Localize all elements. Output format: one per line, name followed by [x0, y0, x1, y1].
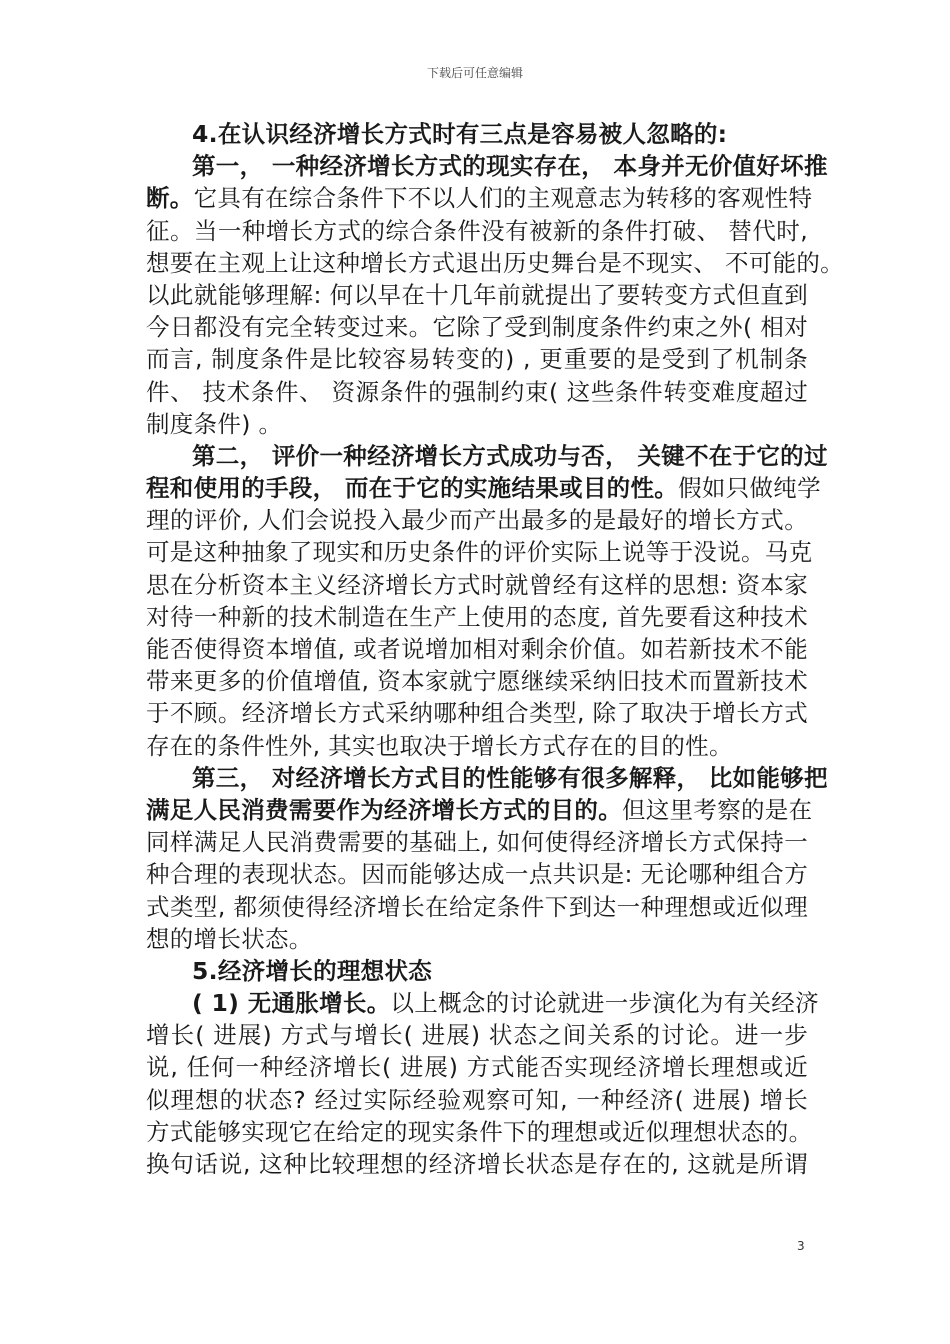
text-line — [146, 891, 808, 923]
text-line — [146, 858, 808, 890]
text-line — [146, 762, 828, 794]
text-line — [146, 1116, 813, 1148]
text-segment: 于不顾。经济增长方式采纳哪种组合类型, 除了取决于增长方式 — [146, 699, 808, 728]
bold-text-segment: ( 1) 无通胀增长。 — [192, 989, 391, 1018]
text-line — [146, 987, 819, 1019]
text-segment: 假如只做纯学 — [678, 474, 821, 503]
text-segment: 征。当一种增长方式的综合条件没有被新的条件打破、 替代时, — [146, 216, 808, 245]
text-line — [146, 215, 808, 247]
text-line — [146, 826, 808, 858]
text-line — [146, 440, 828, 472]
text-line — [146, 697, 808, 729]
text-line — [146, 569, 808, 601]
text-segment: 种合理的表现状态。因而能够达成一点共识是: 无论哪种组合方 — [146, 860, 808, 889]
text-line — [146, 1051, 808, 1083]
text-segment: 同样满足人民消费需要的基础上, 如何使得经济增长方式保持一 — [146, 828, 808, 857]
text-segment: 能否使得资本增值, 或者说增加相对剩余价值。如若新技术不能 — [146, 635, 808, 663]
text-segment: 带来更多的价值增值, 资本家就宁愿继续采纳旧技术而置新技术 — [146, 667, 808, 696]
text-line — [146, 150, 828, 182]
text-segment: 但这里考察的是在 — [622, 795, 813, 824]
text-line — [146, 182, 813, 214]
bold-text-segment: 第三， 对经济增长方式目的性能够有很多解释， 比如能够把 — [192, 763, 828, 792]
text-segment: 制度条件) 。 — [146, 409, 283, 438]
text-segment: 思在分析资本主义经济增长方式时就曾经有这样的思想: 资本家 — [146, 570, 808, 599]
text-line — [146, 408, 808, 440]
bold-text-segment: 断。 — [146, 184, 194, 213]
bold-text-segment: 5.经济增长的理想状态 — [192, 956, 433, 985]
text-line — [146, 376, 808, 408]
text-line — [146, 247, 844, 279]
text-line — [146, 923, 808, 955]
text-segment: 方式能够实现它在给定的现实条件下的理想或近似理想状态的。 — [146, 1117, 813, 1146]
text-segment: 今日都没有完全转变过来。它除了受到制度条件约束之外( 相对 — [146, 313, 808, 342]
text-segment: 而言, 制度条件是比较容易转变的) , 更重要的是受到了机制条 — [146, 345, 808, 374]
text-segment: 对待一种新的技术制造在生产上使用的态度, 首先要看这种技术 — [146, 602, 808, 631]
text-segment: 以此就能够理解: 何以早在十几年前就提出了要转变方式但直到 — [146, 280, 808, 309]
bold-text-segment: 4.在认识经济增长方式时有三点是容易被人忽略的: — [192, 120, 728, 148]
text-line — [146, 343, 808, 375]
text-segment: 想的增长状态。 — [146, 924, 313, 953]
text-line — [146, 665, 808, 697]
page-header: 下载后可任意编辑 — [426, 66, 523, 80]
text-line — [146, 279, 808, 311]
text-line — [146, 536, 813, 568]
text-line — [146, 118, 808, 150]
text-line — [146, 1084, 808, 1116]
text-segment: 理的评价, 人们会说投入最少而产出最多的是最好的增长方式。 — [146, 506, 808, 535]
text-segment: 以上概念的讨论就进一步演化为有关经济 — [390, 989, 819, 1018]
bold-text-segment: 程和使用的手段， 而在于它的实施结果或目的性。 — [146, 474, 679, 503]
text-segment: 存在的条件性外, 其实也取决于增长方式存在的目的性。 — [146, 731, 733, 760]
text-line — [146, 1019, 808, 1051]
bold-text-segment: 第二， 评价一种经济增长方式成功与否， 关键不在于它的过 — [192, 441, 828, 470]
text-line — [146, 633, 808, 665]
bold-text-segment: 满足人民消费需要作为经济增长方式的目的。 — [146, 795, 622, 824]
text-segment: 件、 技术条件、 资源条件的强制约束( 这些条件转变难度超过 — [146, 377, 808, 406]
document-body — [146, 118, 844, 1180]
text-line — [146, 730, 808, 762]
text-line — [146, 472, 821, 504]
text-line — [146, 311, 808, 343]
text-line — [146, 1148, 808, 1180]
text-line — [146, 794, 813, 826]
page-number: 3 — [797, 1239, 805, 1253]
text-segment: 似理想的状态? 经过实际经验观察可知, 一种经济( 进展) 增长 — [146, 1085, 808, 1114]
text-segment: 增长( 进展) 方式与增长( 进展) 状态之间关系的讨论。进一步 — [146, 1021, 808, 1050]
text-segment: 说, 任何一种经济增长( 进展) 方式能否实现经济增长理想或近 — [146, 1053, 808, 1082]
text-line — [146, 955, 808, 987]
text-segment: 它具有在综合条件下不以人们的主观意志为转移的客观性特 — [193, 184, 813, 213]
text-line — [146, 504, 808, 536]
text-segment: 式类型, 都须使得经济增长在给定条件下到达一种理想或近似理 — [146, 892, 808, 921]
bold-text-segment: 第一， 一种经济增长方式的现实存在， 本身并无价值好坏推 — [192, 152, 828, 181]
text-segment: 想要在主观上让这种增长方式退出历史舞台是不现实、 不可能的。 — [146, 248, 844, 277]
text-line — [146, 601, 808, 633]
text-segment: 可是这种抽象了现实和历史条件的评价实际上说等于没说。马克 — [146, 538, 813, 567]
text-segment: 换句话说, 这种比较理想的经济增长状态是存在的, 这就是所谓 — [146, 1150, 808, 1178]
